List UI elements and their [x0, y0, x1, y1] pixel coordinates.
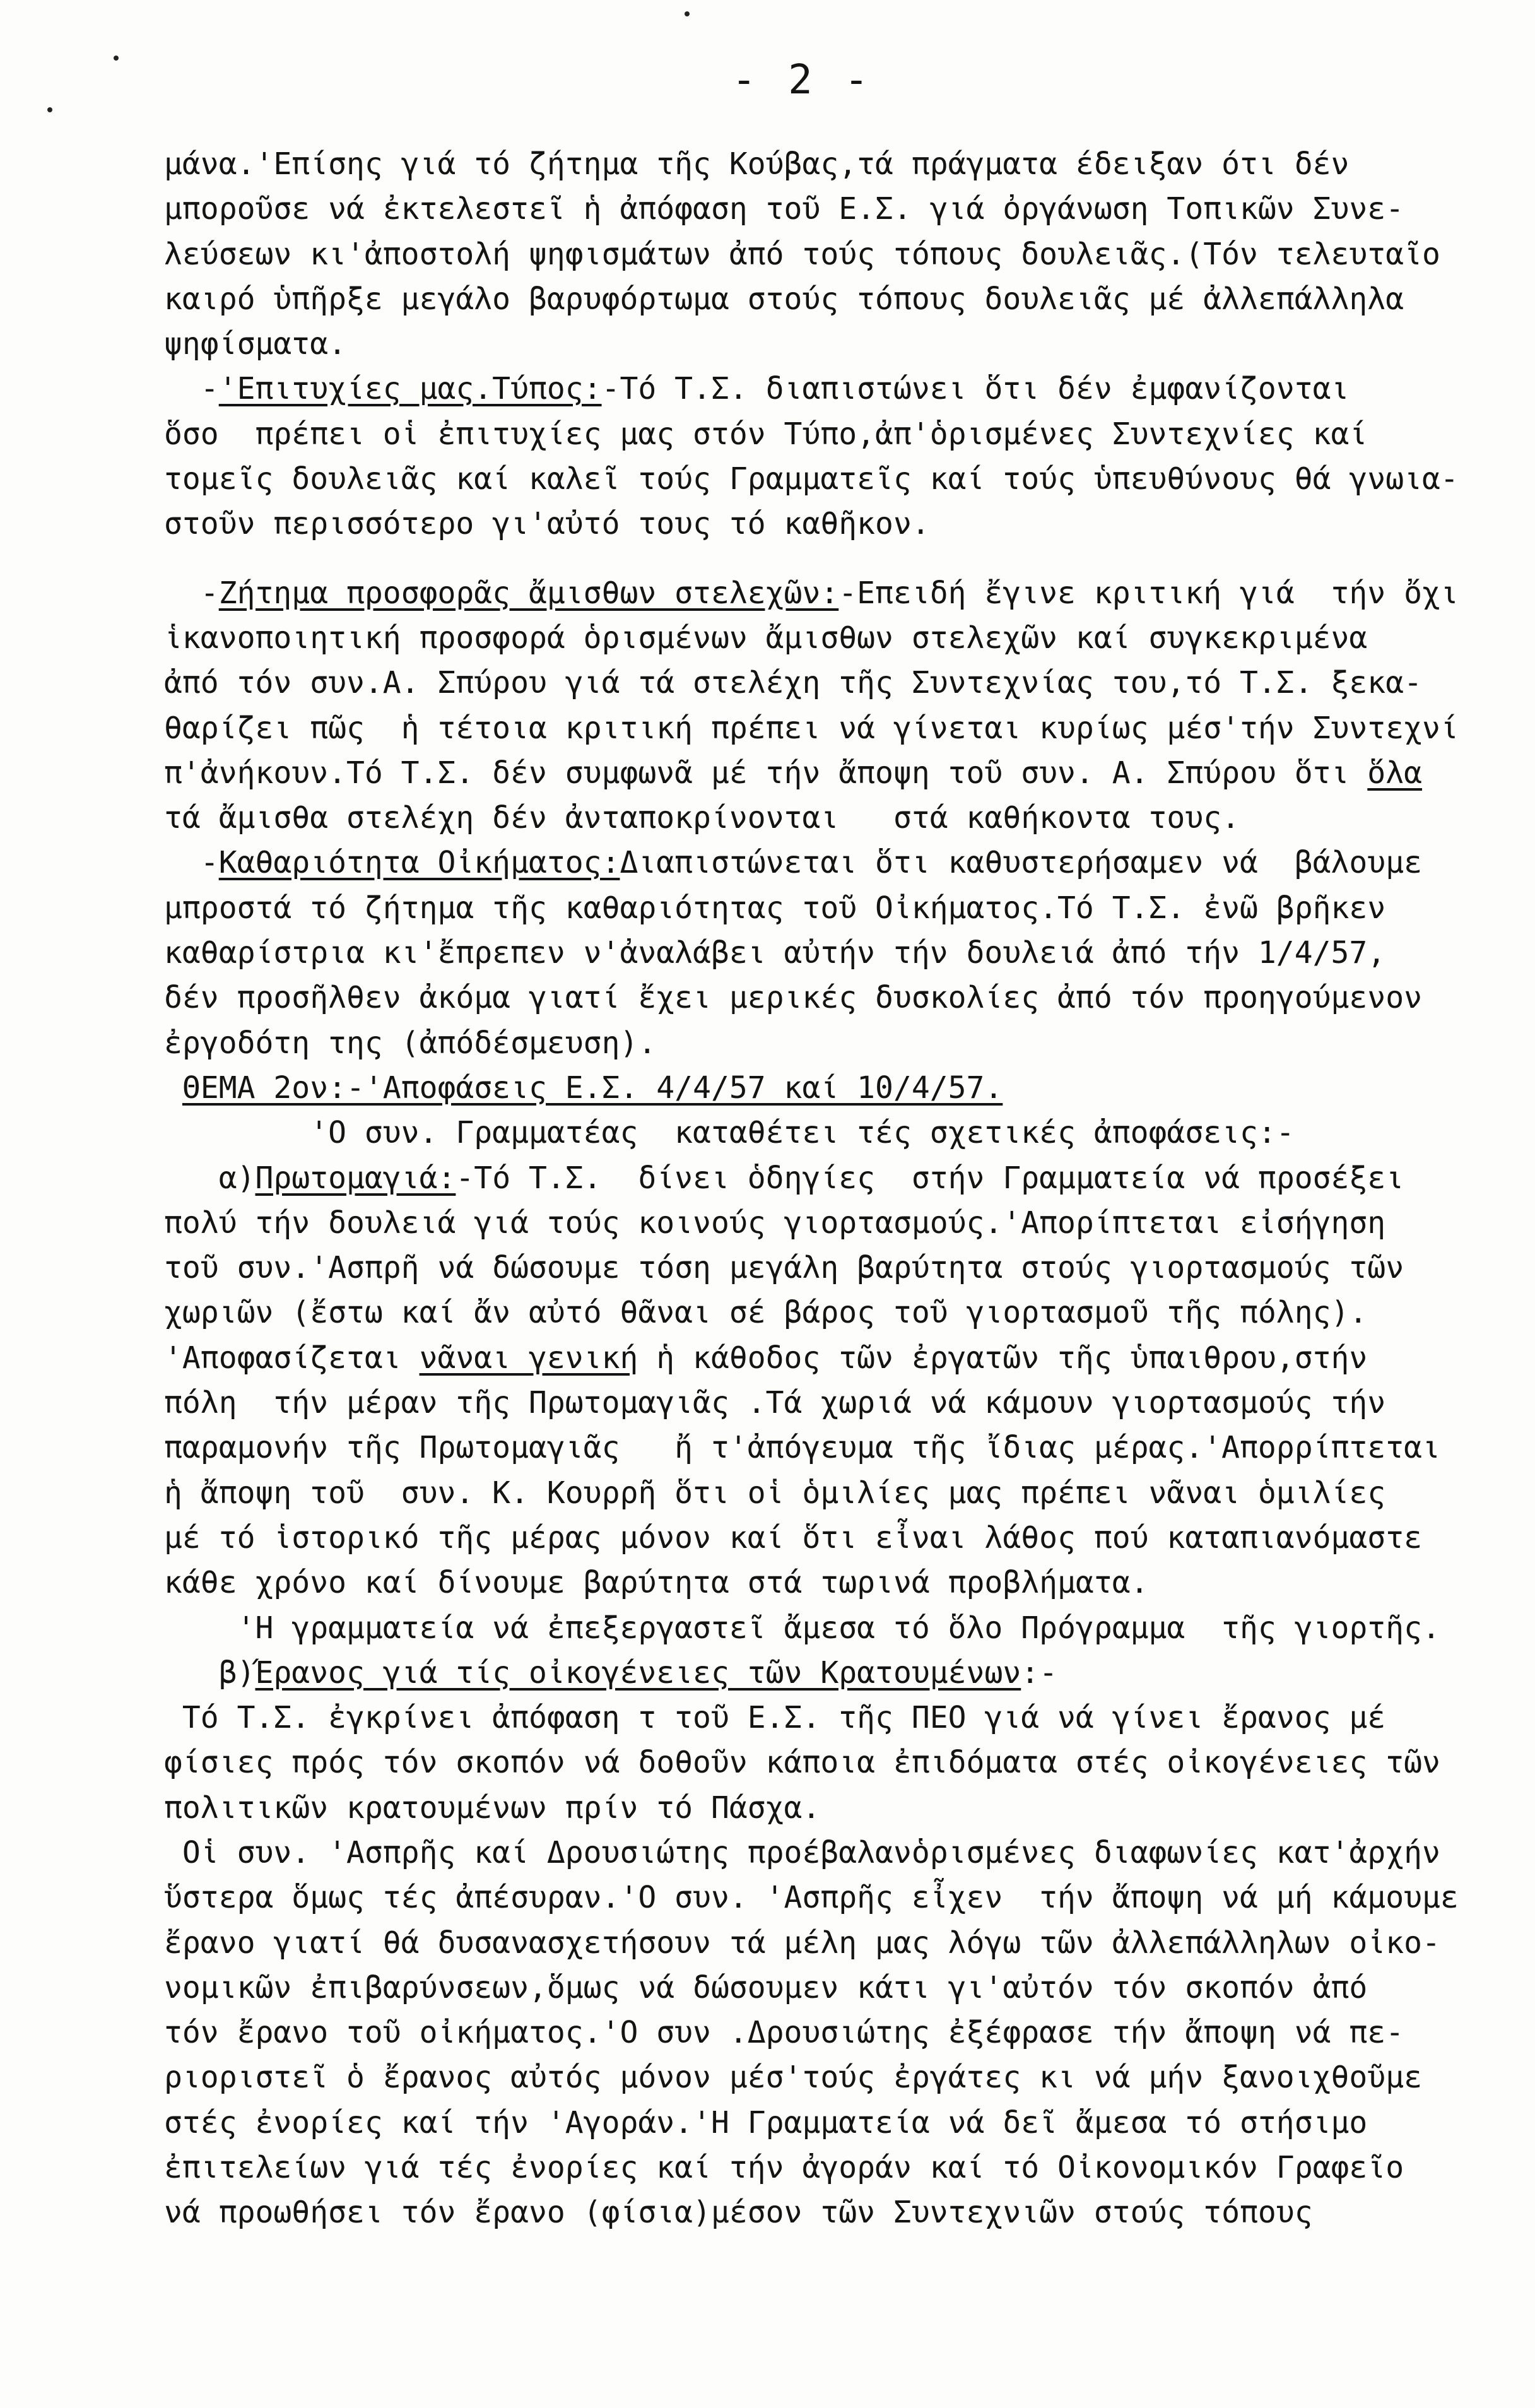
text-line — [164, 1425, 1520, 1470]
text-line — [164, 706, 1520, 751]
text-segment — [164, 1070, 182, 1106]
text-line — [164, 976, 1520, 1020]
text-segment: π'ἀνήκουν.Τό Τ.Σ. δέν συμφωνᾶ μέ τήν ἄποψη τοῦ συν. Α. Σπύρου ὅτι — [164, 755, 1368, 791]
text-line — [164, 1651, 1520, 1696]
text-line — [164, 1021, 1520, 1066]
text-line — [164, 1290, 1520, 1335]
underlined-heading: ΘΕΜΑ 2ον:-'Αποφάσεις Ε.Σ. 4/4/57 καί 10/4/57. — [182, 1070, 1003, 1106]
text-line — [164, 322, 1520, 367]
text-line — [164, 2055, 1520, 2100]
text-segment: χωριῶν (ἔστω καί ἄν αὐτό θᾶναι σέ βάρος τοῦ γιορτασμοῦ τῆς πόλης). — [164, 1295, 1368, 1331]
text-line — [164, 1696, 1520, 1740]
text-line — [164, 1516, 1520, 1561]
text-segment: ὕστερα ὅμως τές ἀπέσυραν.'Ο συν. 'Ασπρῆς εἶχεν τήν ἄποψη νά μή κάμουμε — [164, 1880, 1459, 1916]
text-line — [164, 661, 1520, 705]
underlined-heading: Πρωτομαγιά: — [255, 1160, 456, 1196]
text-segment: 'Ο συν. Γραμματέας καταθέτει τές σχετικές ἀποφάσεις:- — [164, 1115, 1295, 1151]
text-line — [164, 2145, 1520, 2190]
text-segment: καθαρίστρια κι'ἔπρεπεν ν'ἀναλάβει αὐτήν τήν δουλειά ἀπό τήν 1/4/57, — [164, 935, 1386, 971]
scan-speck — [685, 11, 690, 16]
underlined-heading: 'Επιτυχίες μας.Τύπος: — [218, 371, 602, 407]
text-segment: ἀπό τόν συν.Α. Σπύρου γιά τά στελέχη τῆς Συντεχνίας του,τό Τ.Σ. ξεκα- — [164, 665, 1422, 701]
text-segment: β) — [164, 1655, 256, 1691]
text-line — [164, 1156, 1520, 1201]
text-segment: θαρίζει πῶς ἡ τέτοια κριτική πρέπει νά γίνεται κυρίως μέσ'τήν Συντεχνί — [164, 710, 1459, 746]
text-line — [164, 1921, 1520, 1966]
text-segment: -Επειδή ἔγινε κριτική γιά τήν ὄχι — [838, 575, 1459, 611]
text-segment: λεύσεων κι'ἀποστολή ψηφισμάτων ἀπό τούς τόπους δουλειᾶς.(Τόν τελευταῖο — [164, 236, 1440, 272]
text-line — [164, 2010, 1520, 2055]
text-line — [164, 232, 1520, 277]
text-segment: Διαπιστώνεται ὅτι καθυστερήσαμεν νά βάλουμε — [620, 845, 1422, 881]
text-segment: τά ἄμισθα στελέχη δέν ἀνταποκρίνονται στά καθήκοντα τους. — [164, 800, 1240, 836]
text-line — [164, 187, 1520, 232]
text-line — [164, 1561, 1520, 1605]
text-line — [164, 502, 1520, 546]
text-line — [164, 457, 1520, 502]
text-line — [164, 367, 1520, 411]
text-segment: ἡ ἄποψη τοῦ συν. Κ. Κουρρῆ ὅτι οἱ ὁμιλίες μας πρέπει νᾶναι ὁμιλίες — [164, 1475, 1386, 1511]
text-segment: Οἱ συν. 'Ασπρῆς καί Δρουσιώτης προέβαλανὁρισμένες διαφωνίες κατ'ἀρχήν — [164, 1834, 1440, 1870]
text-line — [164, 1381, 1520, 1425]
text-segment: μέ τό ἱστορικό τῆς μέρας μόνον καί ὅτι εἶναι λάθος πού καταπιανόμαστε — [164, 1520, 1422, 1555]
text-line — [164, 841, 1520, 885]
text-segment: πόλη τήν μέραν τῆς Πρωτομαγιᾶς .Τά χωριά νά κάμουν γιορτασμούς τήν — [164, 1385, 1386, 1421]
text-segment: ψηφίσματα. — [164, 326, 346, 362]
text-segment: τομεῖς δουλειᾶς καί καλεῖ τούς Γραμματεῖς καί τούς ὑπευθύνους θά γνωια- — [164, 461, 1459, 497]
text-segment: ὅσο πρέπει οἱ ἐπιτυχίες μας στόν Τύπο,ἀπ'ὁρισμένες Συντεχνίες καί — [164, 416, 1368, 452]
text-segment: στοῦν περισσότερο γι'αὐτό τους τό καθῆκον. — [164, 506, 930, 542]
text-segment: ἐπιτελείων γιά τές ἐνορίες καί τήν ἀγοράν καί τό Οἰκονομικόν Γραφεῖο — [164, 2150, 1404, 2186]
text-line — [164, 1831, 1520, 1875]
text-line — [164, 2101, 1520, 2145]
scan-speck — [47, 107, 52, 112]
text-line — [164, 277, 1520, 322]
underlined-heading: Έρανος γιά τίς οἰκογένειες τῶν Κρατουμένων — [255, 1655, 1021, 1691]
text-line — [164, 1336, 1520, 1381]
text-segment: - — [164, 371, 219, 407]
text-segment: τοῦ συν.'Ασπρῆ νά δώσουμε τόση μεγάλη βαρύτητα στούς γιορτασμούς τῶν — [164, 1250, 1404, 1286]
text-line — [164, 931, 1520, 976]
scan-speck — [114, 56, 119, 61]
text-segment: νομικῶν ἐπιβαρύνσεων,ὅμως νά δώσουμεν κάτι γι'αὐτόν τόν σκοπόν ἀπό — [164, 1969, 1368, 2005]
text-segment: 'Η γραμματεία νά ἐπεξεργαστεῖ ἄμεσα τό ὅλο Πρόγραμμα τῆς γιορτῆς. — [164, 1610, 1440, 1646]
text-line — [164, 1786, 1520, 1831]
text-line — [164, 412, 1520, 457]
page-number: - 2 - — [732, 57, 873, 103]
text-segment: ἐργοδότη της (ἀπόδέσμευση). — [164, 1025, 657, 1061]
text-segment: καιρό ὑπῆρξε μεγάλο βαρυφόρτωμα στούς τόπους δουλειᾶς μέ ἀλλεπάλληλα — [164, 281, 1404, 317]
text-segment: στές ἐνορίες καί τήν 'Αγοράν.'Η Γραμματεία νά δεῖ ἄμεσα τό στήσιμο — [164, 2104, 1368, 2140]
text-line — [164, 1606, 1520, 1651]
text-segment: μπροστά τό ζήτημα τῆς καθαριότητας τοῦ Οἰκήματος.Τό Τ.Σ. ἐνῶ βρῆκεν — [164, 890, 1386, 926]
text-segment: παραμονήν τῆς Πρωτομαγιᾶς ἤ τ'ἀπόγευμα τῆς ἴδιας μέρας.'Απορρίπτεται — [164, 1430, 1440, 1466]
underlined-heading: Καθαριότητα Οἰκήματος: — [218, 845, 620, 881]
text-line — [164, 751, 1520, 796]
text-segment: - — [164, 575, 219, 611]
text-line — [164, 1966, 1520, 2010]
text-line — [164, 571, 1520, 616]
text-line — [164, 1471, 1520, 1516]
underlined-heading: ὅλα — [1367, 755, 1422, 791]
text-line — [164, 1875, 1520, 1920]
text-segment: ἡ κάθοδος τῶν ἐργατῶν τῆς ὑπαιθρου,στήν — [638, 1340, 1368, 1376]
text-line — [164, 1740, 1520, 1785]
text-segment: δέν προσῆλθεν ἀκόμα γιατί ἔχει μερικές δυσκολίες ἀπό τόν προηγούμενον — [164, 980, 1422, 1016]
paragraph-gap — [164, 547, 1520, 571]
text-segment: μάνα.'Επίσης γιά τό ζήτημα τῆς Κούβας,τά πράγματα έδειξαν ότι δέν — [164, 146, 1350, 182]
text-segment: νά προωθήσει τόν ἔρανο (φίσια)μέσον τῶν Συντεχνιῶν στούς τόπους — [164, 2195, 1313, 2231]
text-segment: -Τό Τ.Σ. διαπιστώνει ὅτι δέν ἐμφανίζονται — [601, 371, 1350, 407]
text-segment: μποροῦσε νά ἐκτελεστεῖ ἡ ἀπόφαση τοῦ Ε.Σ. γιά ὀργάνωση Τοπικῶν Συνε- — [164, 191, 1404, 227]
text-segment: Τό Τ.Σ. ἐγκρίνει ἀπόφαση τ τοῦ Ε.Σ. τῆς ΠΕΟ γιά νά γίνει ἔρανος μέ — [164, 1700, 1386, 1736]
text-segment: φίσιες πρός τόν σκοπόν νά δοθοῦν κάποια ἐπιδόματα στές οἰκογένειες τῶν — [164, 1745, 1440, 1781]
text-line — [164, 1246, 1520, 1290]
underlined-heading: νᾶναι γενική — [419, 1340, 638, 1376]
text-line — [164, 142, 1520, 187]
underlined-heading: Ζήτημα προσφορᾶς ἄμισθων στελεχῶν: — [218, 575, 839, 611]
document-body — [164, 142, 1520, 2236]
text-segment: :- — [1021, 1655, 1058, 1691]
text-segment: κάθε χρόνο καί δίνουμε βαρύτητα στά τωρινά προβλήματα. — [164, 1565, 1149, 1601]
text-line — [164, 1111, 1520, 1155]
text-line — [164, 616, 1520, 661]
text-segment: α) — [164, 1160, 256, 1196]
text-segment: πολιτικῶν κρατουμένων πρίν τό Πάσχα. — [164, 1790, 821, 1826]
text-segment: -Τό Τ.Σ. δίνει ὁδηγίες στήν Γραμματεία νά προσέξει — [456, 1160, 1404, 1196]
text-segment: τόν ἔρανο τοῦ οἰκήματος.'Ο συν .Δρουσιώτης ἐξέφρασε τήν ἄποψη νά πε- — [164, 2015, 1404, 2051]
text-line — [164, 1201, 1520, 1246]
text-segment: ριοριστεῖ ὁ ἔρανος αὐτός μόνον μέσ'τούς ἐργάτες κι νά μήν ξανοιχθοῦμε — [164, 2060, 1422, 2096]
text-line — [164, 1066, 1520, 1111]
text-line — [164, 886, 1520, 931]
text-segment: - — [164, 845, 219, 881]
text-segment: ἱκανοποιητική προσφορά ὁρισμένων ἄμισθων στελεχῶν καί συγκεκριμένα — [164, 620, 1368, 656]
text-line — [164, 2190, 1520, 2235]
text-segment: 'Αποφασίζεται — [164, 1340, 420, 1376]
text-line — [164, 796, 1520, 841]
text-segment: πολύ τήν δουλειά γιά τούς κοινούς γιορτασμούς.'Απορίπτεται εἰσήγηση — [164, 1205, 1386, 1241]
text-segment: ἔρανο γιατί θά δυσανασχετήσουν τά μέλη μας λόγω τῶν ἀλλεπάλληλων οἰκο- — [164, 1925, 1440, 1961]
